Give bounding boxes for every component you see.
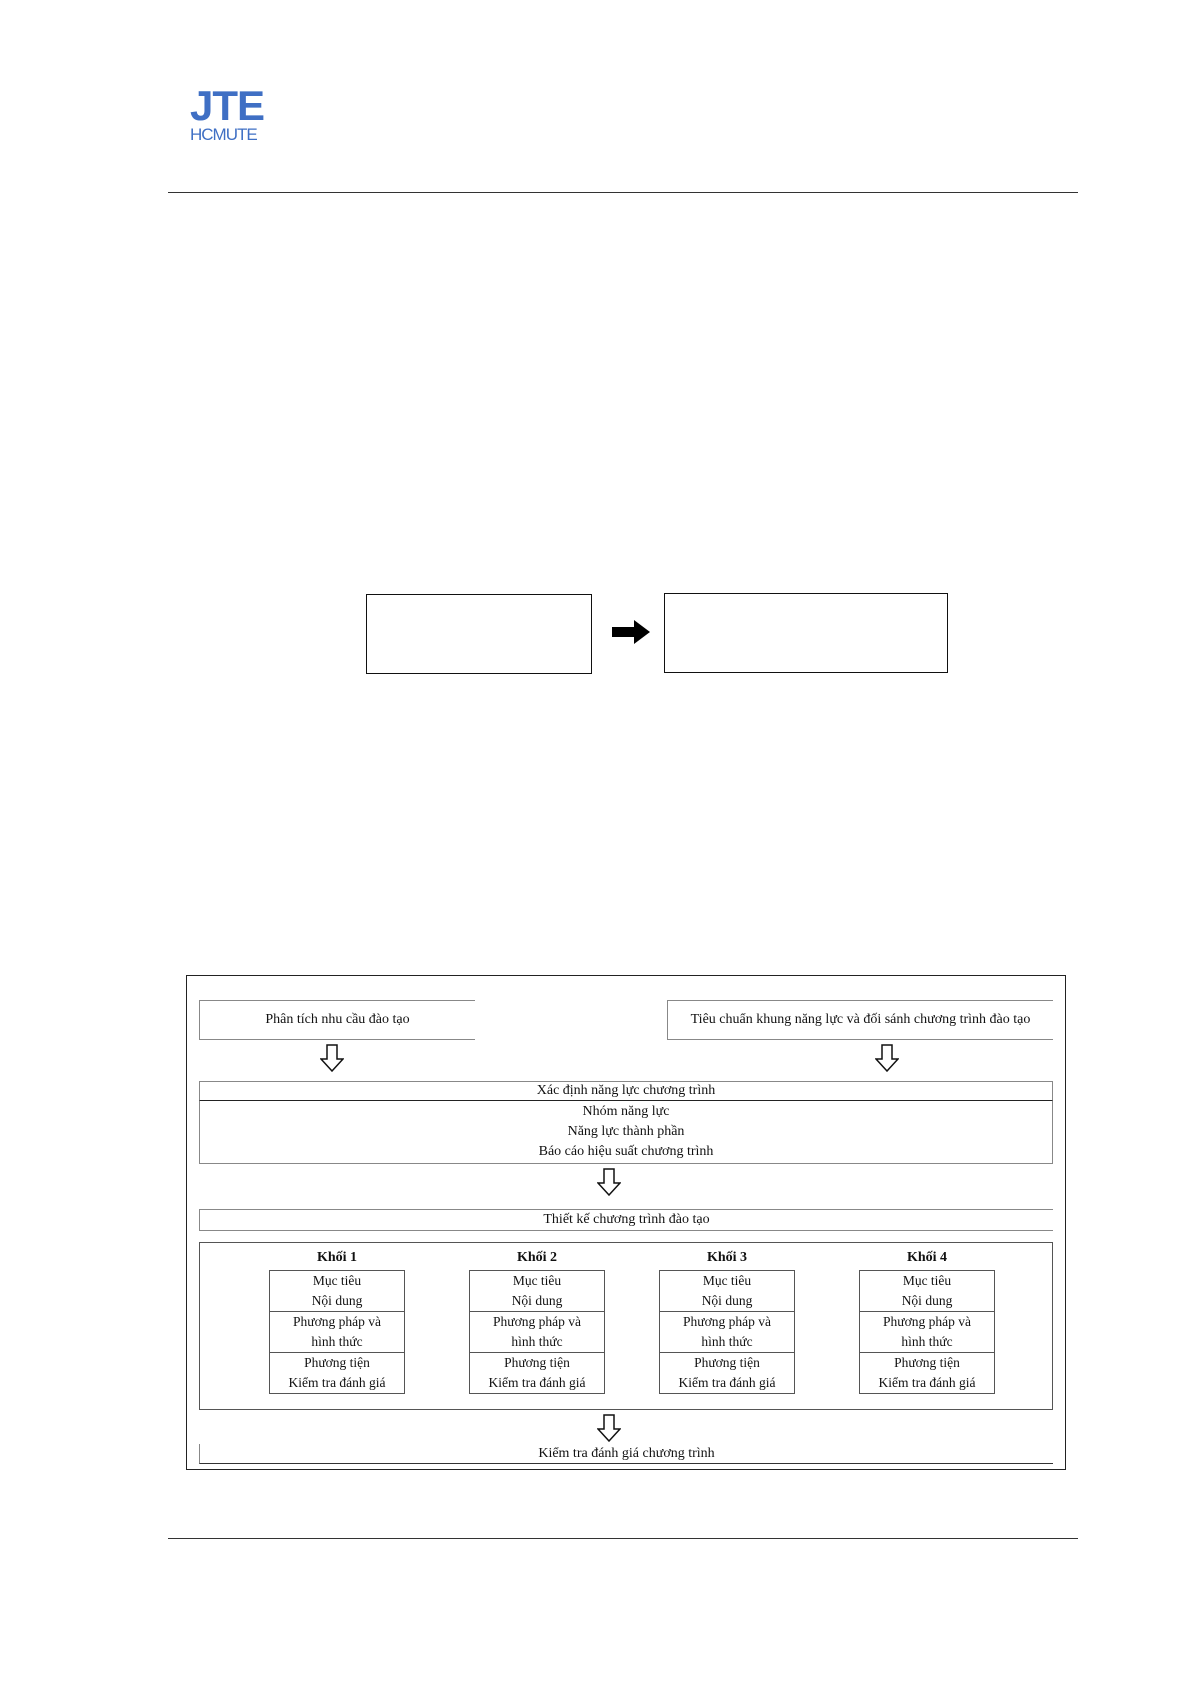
block-row: Kiểm tra đánh giá bbox=[288, 1375, 386, 1390]
evaluation-box bbox=[199, 1444, 1053, 1464]
block-row: hình thức bbox=[311, 1334, 363, 1349]
competency-header-label: Xác định năng lực chương trình bbox=[536, 1083, 716, 1098]
logo-sub-text: HCMUTE bbox=[190, 125, 257, 144]
block-title: Khối 1 bbox=[316, 1250, 358, 1265]
down-arrow-icon bbox=[875, 1044, 899, 1072]
down-arrow-icon bbox=[597, 1168, 621, 1196]
flow-box-left bbox=[366, 594, 592, 674]
block-row: Kiểm tra đánh giá bbox=[488, 1375, 586, 1390]
flow-box-right bbox=[664, 593, 948, 673]
block-row: hình thức bbox=[701, 1334, 753, 1349]
logo-main-text: JTE bbox=[190, 82, 265, 129]
block-row: Phương tiện bbox=[470, 1352, 604, 1373]
design-header bbox=[199, 1209, 1053, 1231]
block-row: Nội dung bbox=[701, 1293, 753, 1308]
competency-item: Báo cáo hiệu suất chương trình bbox=[538, 1144, 714, 1159]
competency-item: Năng lực thành phần bbox=[567, 1124, 685, 1139]
right-arrow-icon bbox=[610, 618, 652, 646]
training-program-diagram bbox=[186, 975, 1066, 1470]
block-row: Nội dung bbox=[511, 1293, 563, 1308]
block-row: hình thức bbox=[511, 1334, 563, 1349]
block-title: Khối 4 bbox=[906, 1250, 948, 1265]
block-row: Mục tiêu bbox=[312, 1273, 362, 1288]
competency-header bbox=[199, 1081, 1053, 1101]
block-row: Phương tiện bbox=[270, 1352, 404, 1373]
block-title: Khối 3 bbox=[706, 1250, 748, 1265]
competency-standards-box bbox=[667, 1000, 1053, 1040]
design-header-label: Thiết kế chương trình đào tạo bbox=[543, 1212, 710, 1227]
block-row: Kiểm tra đánh giá bbox=[678, 1375, 776, 1390]
block-1 bbox=[269, 1270, 405, 1394]
competency-list bbox=[199, 1101, 1053, 1164]
competency-standards-label: Tiêu chuẩn khung năng lực và đối sánh chương trình đào tạo bbox=[690, 1012, 1031, 1027]
down-arrow-icon bbox=[597, 1414, 621, 1442]
competency-item: Nhóm năng lực bbox=[582, 1104, 670, 1119]
block-row: hình thức bbox=[901, 1334, 953, 1349]
footer-rule bbox=[168, 1538, 1078, 1539]
block-row: Phương pháp và bbox=[860, 1311, 994, 1332]
block-row: Phương pháp và bbox=[470, 1311, 604, 1332]
jte-hcmute-logo bbox=[190, 82, 280, 144]
block-row: Phương pháp và bbox=[270, 1311, 404, 1332]
block-4 bbox=[859, 1270, 995, 1394]
block-title: Khối 2 bbox=[516, 1250, 558, 1265]
needs-analysis-label: Phân tích nhu cầu đào tạo bbox=[265, 1012, 410, 1027]
needs-analysis-box bbox=[199, 1000, 475, 1040]
block-row: Mục tiêu bbox=[512, 1273, 562, 1288]
block-3 bbox=[659, 1270, 795, 1394]
block-row: Mục tiêu bbox=[902, 1273, 952, 1288]
block-row: Nội dung bbox=[901, 1293, 953, 1308]
header-rule bbox=[168, 192, 1078, 193]
block-row: Phương tiện bbox=[660, 1352, 794, 1373]
block-row: Phương tiện bbox=[860, 1352, 994, 1373]
block-2 bbox=[469, 1270, 605, 1394]
block-row: Kiểm tra đánh giá bbox=[878, 1375, 976, 1390]
evaluation-label: Kiểm tra đánh giá chương trình bbox=[538, 1445, 715, 1461]
down-arrow-icon bbox=[320, 1044, 344, 1072]
block-row: Phương pháp và bbox=[660, 1311, 794, 1332]
block-row: Nội dung bbox=[311, 1293, 363, 1308]
block-row: Mục tiêu bbox=[702, 1273, 752, 1288]
